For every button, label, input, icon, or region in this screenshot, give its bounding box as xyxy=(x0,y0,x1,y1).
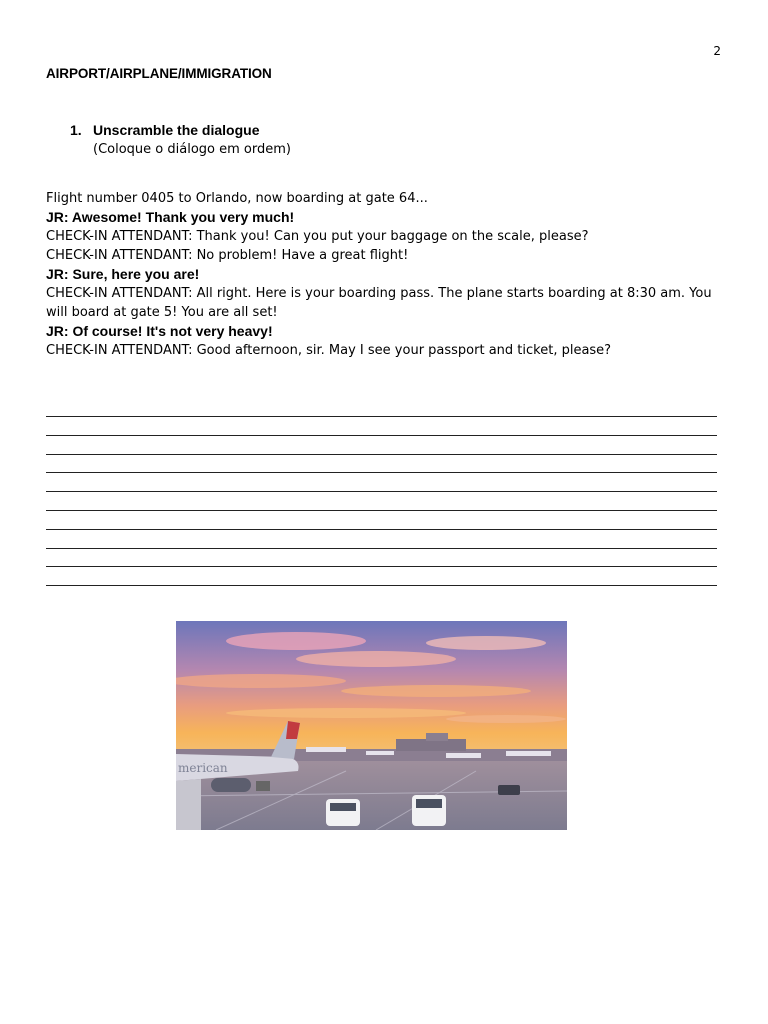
answer-lines xyxy=(46,416,717,604)
airport-photo xyxy=(176,621,567,830)
airport-photo-illustration xyxy=(176,621,567,830)
dialogue-line: JR: Sure, here you are! xyxy=(46,266,200,282)
exercise-block xyxy=(70,122,291,157)
scrambled-dialogue xyxy=(46,189,726,360)
answer-line[interactable] xyxy=(46,548,717,549)
answer-line[interactable] xyxy=(46,529,717,530)
answer-line[interactable] xyxy=(46,435,717,436)
answer-line[interactable] xyxy=(46,566,717,567)
answer-line[interactable] xyxy=(46,416,717,417)
answer-line[interactable] xyxy=(46,510,717,511)
dialogue-line: Flight number 0405 to Orlando, now boarding at gate 64... xyxy=(46,191,428,206)
answer-line[interactable] xyxy=(46,491,717,492)
dialogue-line: CHECK-IN ATTENDANT: Good afternoon, sir. May I see your passport and ticket, please? xyxy=(46,343,612,358)
answer-line[interactable] xyxy=(46,585,717,586)
exercise-heading-text: Unscramble the dialogue xyxy=(93,122,260,138)
exercise-subtitle: (Coloque o diálogo em ordem) xyxy=(93,142,291,157)
dialogue-line: CHECK-IN ATTENDANT: No problem! Have a great flight! xyxy=(46,248,409,263)
dialogue-line: CHECK-IN ATTENDANT: All right. Here is your boarding pass. The plane starts boarding at 8:30 am. You will board at gate 5! You are all set! xyxy=(46,286,712,320)
exercise-heading xyxy=(70,122,291,138)
dialogue-line: CHECK-IN ATTENDANT: Thank you! Can you put your baggage on the scale, please? xyxy=(46,229,589,244)
answer-line[interactable] xyxy=(46,472,717,473)
jet-bridge xyxy=(176,779,201,830)
exercise-number: 1. xyxy=(70,122,82,138)
document-title: AIRPORT/AIRPLANE/IMMIGRATION xyxy=(46,66,272,81)
dialogue-line: JR: Awesome! Thank you very much! xyxy=(46,209,295,225)
answer-line[interactable] xyxy=(46,454,717,455)
airplane-livery-text: merican xyxy=(178,761,228,775)
dialogue-line: JR: Of course! It's not very heavy! xyxy=(46,323,273,339)
page-number: 2 xyxy=(713,44,721,58)
